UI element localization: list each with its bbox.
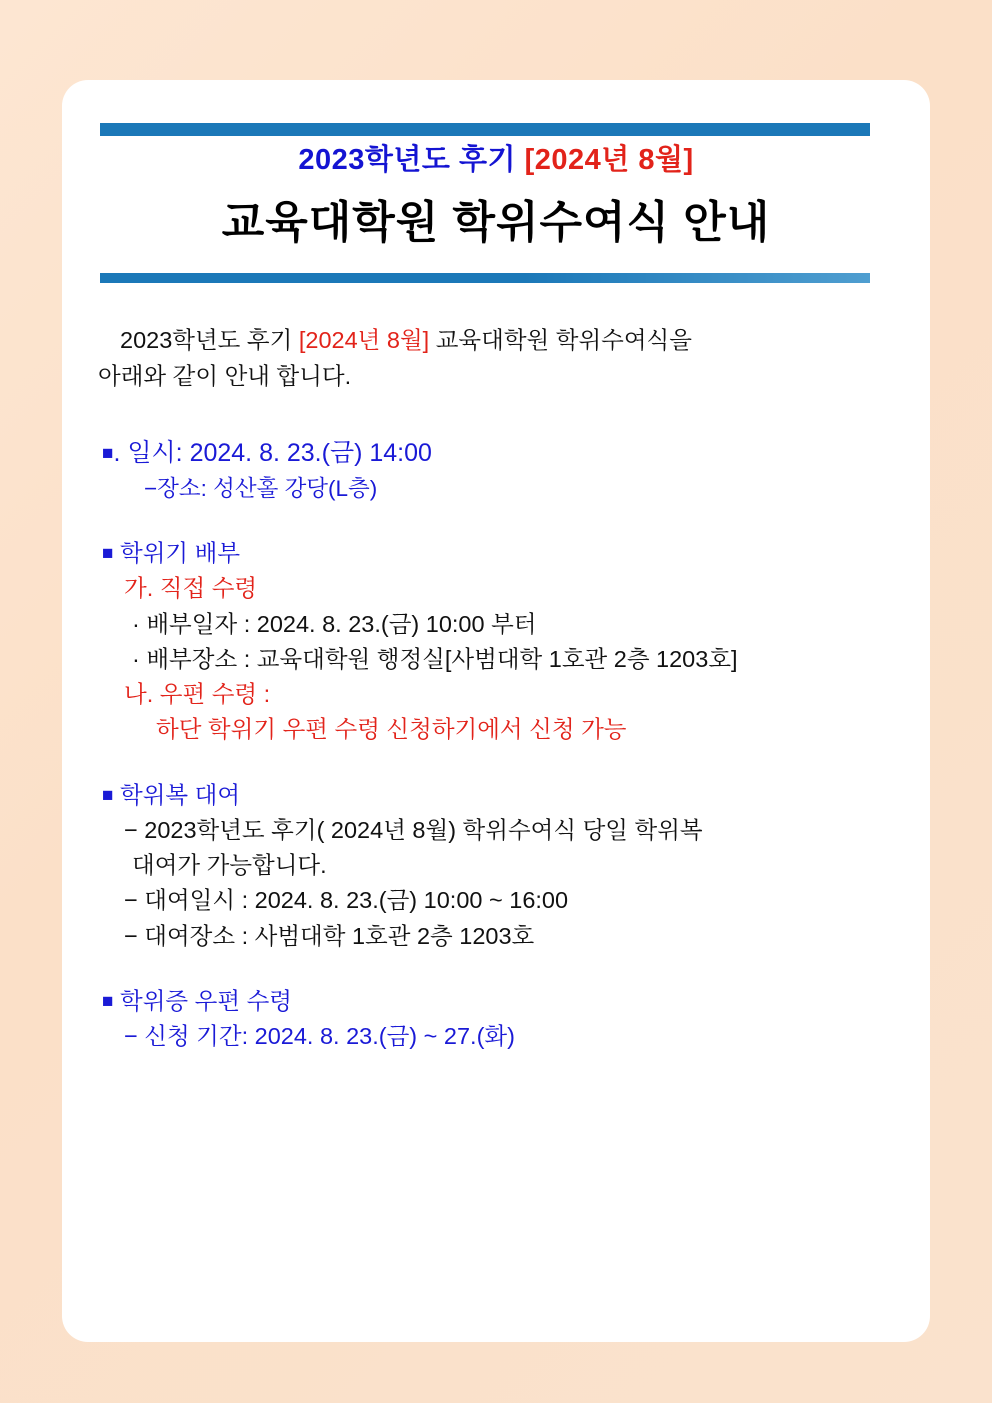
- poster-body: [98, 322, 908, 1054]
- divider-bottom: [100, 273, 870, 283]
- datetime-place: −장소: 성산홀 강당(L층): [144, 476, 378, 502]
- spacer-2: [98, 506, 908, 536]
- square-bullet-icon: ■: [102, 543, 114, 565]
- square-bullet-icon: ■: [102, 442, 114, 464]
- square-bullet-icon: ■: [102, 784, 114, 806]
- poster-title: [62, 142, 930, 250]
- diploma-heading: [98, 536, 908, 571]
- gown-item-4: − 대여장소 : 사범대학 1호관 2층 1203호: [124, 922, 535, 949]
- mail-heading: [98, 984, 908, 1019]
- title-month-label: [2024년 8월]: [524, 144, 694, 176]
- title-line-1: [62, 142, 930, 178]
- gown-heading-label: 학위복 대여: [120, 781, 241, 808]
- spacer-3: [98, 748, 908, 778]
- intro-text-red: [2024년 8월]: [298, 327, 430, 353]
- intro-text-a: 2023학년도 후기: [120, 327, 293, 353]
- gown-item-1: − 2023학년도 후기( 2024년 8월) 학위수여식 당일 학위복: [124, 816, 703, 843]
- intro-paragraph: [98, 322, 908, 395]
- poster-card: [62, 80, 930, 1342]
- title-line-2: 교육대학원 학위수여식 안내: [221, 198, 771, 248]
- diploma-sub-b-detail: 하단 학위기 우편 수령 신청하기에서 신청 가능: [156, 716, 627, 743]
- divider-top: [100, 123, 870, 136]
- datetime-line: [98, 435, 908, 473]
- intro-text-b: 교육대학원 학위수여식을: [435, 327, 692, 353]
- gown-item-3: − 대여일시 : 2024. 8. 23.(금) 10:00 ~ 16:00: [124, 887, 569, 914]
- spacer-1: [98, 401, 908, 435]
- diploma-sub-a-label: 가. 직접 수령: [124, 575, 258, 602]
- gown-heading: [98, 778, 908, 813]
- spacer-4: [98, 954, 908, 984]
- intro-text-line2: 아래와 같이 안내 합니다.: [98, 363, 352, 390]
- mail-heading-label: 학위증 우편 수령: [120, 987, 292, 1014]
- title-year-label: 2023학년도 후기: [298, 144, 517, 176]
- diploma-heading-label: 학위기 배부: [120, 540, 241, 567]
- gown-item-2: 대여가 가능합니다.: [132, 852, 327, 879]
- diploma-sub-a-item-2: · 배부장소 : 교육대학원 행정실[사범대학 1호관 2층 1203호]: [132, 645, 738, 672]
- diploma-sub-b-label: 나. 우편 수령 :: [124, 681, 271, 708]
- mail-item: − 신청 기간: 2024. 8. 23.(금) ~ 27.(화): [124, 1023, 515, 1050]
- diploma-sub-a-item-1: · 배부일자 : 2024. 8. 23.(금) 10:00 부터: [132, 610, 537, 637]
- datetime-label: . 일시: 2024. 8. 23.(금) 14:00: [113, 438, 432, 467]
- square-bullet-icon: ■: [102, 990, 114, 1012]
